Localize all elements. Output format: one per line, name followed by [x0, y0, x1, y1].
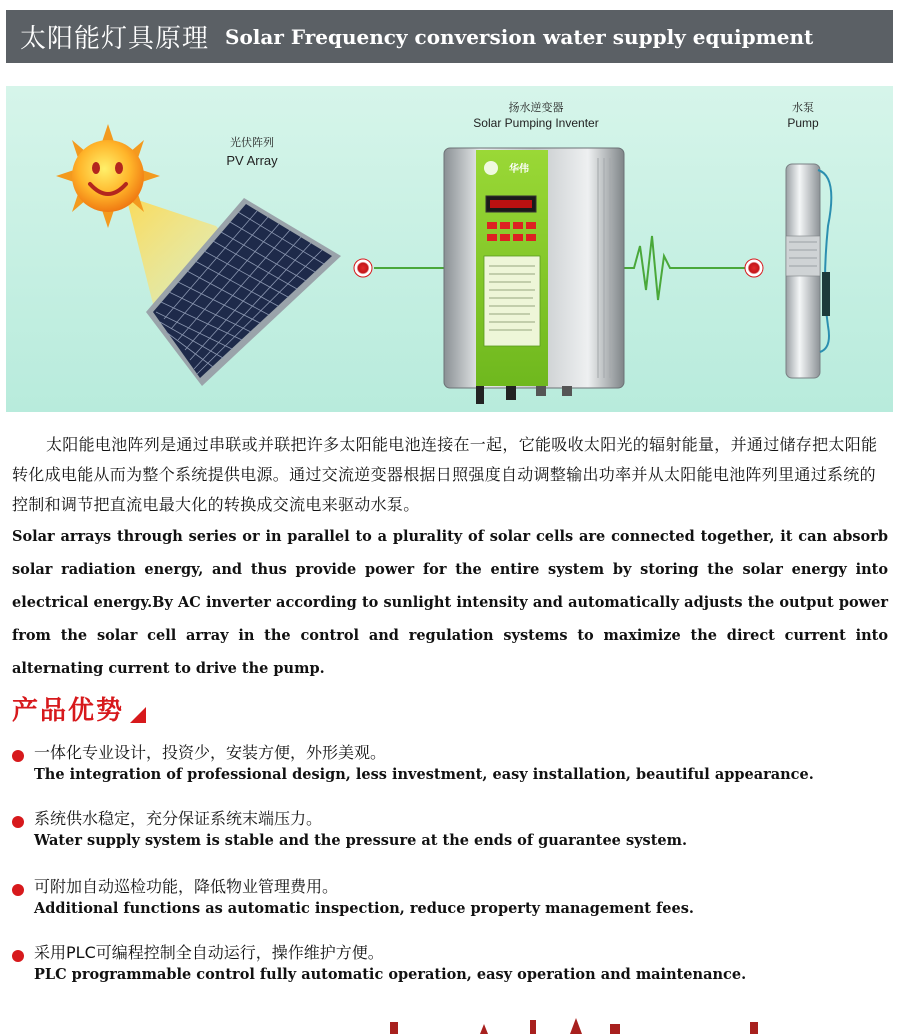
- intro-section: [12, 430, 888, 685]
- bullet-dot-icon: [12, 816, 24, 828]
- inverter-label-en: Solar Pumping Inventer: [473, 116, 599, 130]
- pv-label-en: PV Array: [226, 153, 278, 168]
- pump-connector-dot: [745, 259, 763, 277]
- intro-text-en: Solar arrays through series or in parallel to a plurality of solar cells are connected together, it can absorb solar radiation energy, and thus provide power for the entire system by storing the solar energy into electrical energy.By AC inverter according to sunlight intensity and automatically adjusts the output power from the solar cell array in the control and regulation systems to maximize the direct current into alternating current to drive the pump.: [12, 528, 888, 677]
- advantage-text-cn: 系统供水稳定，充分保证系统末端压力。: [34, 809, 323, 828]
- header-title-en: Solar Frequency conversion water supply equipment: [225, 24, 814, 49]
- triangle-icon: [130, 707, 146, 723]
- advantage-text-cn: 采用PLC可编程控制全自动运行，操作维护方便。: [34, 943, 384, 962]
- inverter-brand: 华伟: [509, 164, 529, 175]
- pv-label-cn: 光伏阵列: [230, 136, 274, 149]
- header-title-cn: 太阳能灯具原理: [20, 24, 210, 54]
- advantages-title: 产品优势: [12, 696, 125, 726]
- inverter-unit: [444, 148, 624, 404]
- advantage-item: [12, 808, 882, 852]
- system-diagram: [6, 86, 893, 412]
- inverter-label-cn: 扬水逆变器: [508, 101, 564, 114]
- intro-text-cn: 太阳能电池阵列是通过串联或并联把许多太阳能电池连接在一起，它能吸收太阳光的辐射能量，并通过储存把太阳能转化成电能从而为整个系统提供电源。通过交流逆变器根据日照强度自动调整输出功率并从太阳能电池阵列里通过系统的控制和调节把直流电最大化的转换成交流电来驱动水泵。: [12, 435, 878, 514]
- header-bar: [6, 10, 893, 63]
- advantage-item: [12, 876, 882, 920]
- pump-label-cn: 水泵: [792, 101, 814, 114]
- bottom-decoration: [380, 1016, 780, 1034]
- bullet-dot-icon: [12, 750, 24, 762]
- advantage-text-en: Water supply system is stable and the pressure at the ends of guarantee system.: [34, 832, 688, 849]
- advantage-text-cn: 可附加自动巡检功能，降低物业管理费用。: [34, 877, 339, 896]
- bullet-dot-icon: [12, 950, 24, 962]
- pump-label-en: Pump: [787, 116, 819, 130]
- advantage-item: [12, 742, 882, 786]
- advantage-text-en: The integration of professional design, less investment, easy installation, beautiful appearance.: [34, 766, 814, 783]
- advantage-item: [12, 942, 882, 986]
- pv-connector-dot: [354, 259, 372, 277]
- advantage-text-cn: 一体化专业设计，投资少，安装方便，外形美观。: [34, 743, 387, 762]
- advantages-heading: [12, 690, 146, 727]
- advantage-text-en: Additional functions as automatic inspection, reduce property management fees.: [34, 900, 694, 917]
- bullet-dot-icon: [12, 884, 24, 896]
- advantage-text-en: PLC programmable control fully automatic operation, easy operation and maintenance.: [34, 966, 747, 983]
